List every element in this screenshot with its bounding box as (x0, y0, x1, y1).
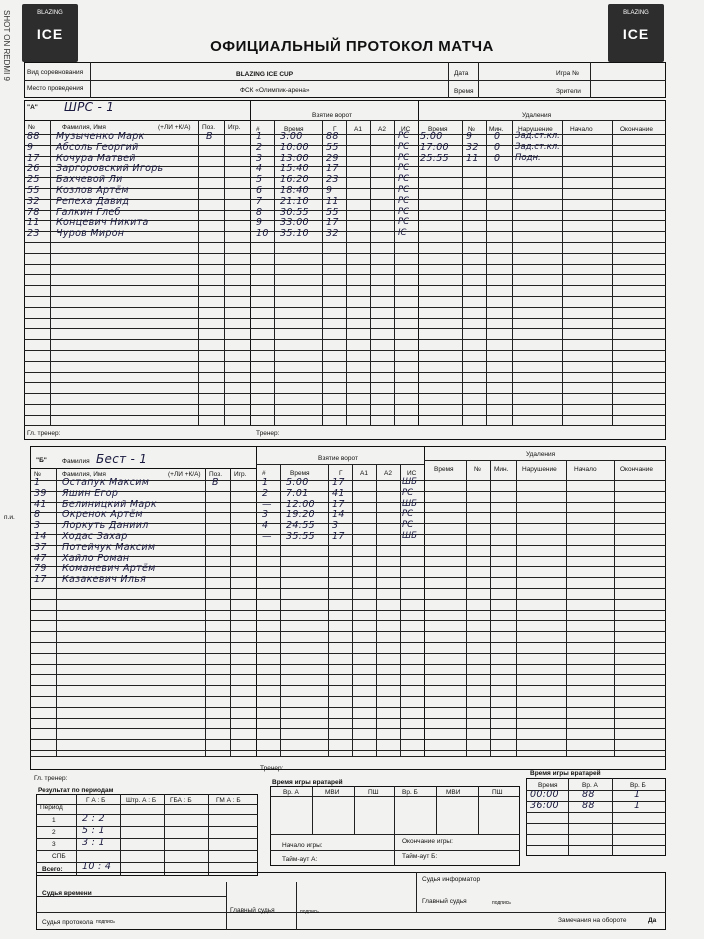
team-a-name: ШРС - 1 (64, 100, 115, 114)
team-b-grid-line (30, 685, 666, 686)
team-a-player-pos: В (206, 131, 213, 142)
team-b-goal-scorer: 14 (332, 509, 345, 521)
team-b-name: Бест - 1 (96, 452, 148, 466)
team-b-goals-col-time: Время (290, 470, 310, 477)
team-a-grid-line (24, 415, 666, 416)
results-grid-line (36, 826, 258, 827)
team-b-grid-line (30, 642, 666, 643)
team-b-goals-col-is: ИС (407, 470, 417, 477)
team-a-pen-col-min: Мин. (489, 126, 504, 133)
team-a-goal-is: IC (398, 228, 407, 239)
team-a-goal-scorer: 17 (326, 217, 339, 229)
results-total: 10 : 4 (82, 861, 112, 872)
team-b-pen-title: Удаления (526, 451, 556, 458)
team-a-goal-time: 15:40 (280, 163, 309, 175)
gk2-a: 88 (582, 800, 595, 811)
team-b-grid-line (30, 620, 666, 621)
team-b-player-no: 41 (34, 498, 47, 510)
gk2-b: 1 (634, 800, 641, 811)
team-a-goals-col-time: Время (284, 126, 304, 133)
team-b-goal-time: 5:00 (286, 477, 309, 488)
team-a-goal-scorer: 17 (326, 163, 339, 175)
competition-value: BLAZING ICE CUP (236, 71, 294, 78)
team-b-pen-col-end: Окончание (620, 466, 654, 473)
team-a-pen-no: 9 (466, 131, 473, 142)
team-a-grid-line (24, 372, 666, 373)
team-b-goal-n: — (262, 531, 272, 542)
team-a-pen-no: 11 (466, 152, 479, 164)
team-b-player-name: Яшин Егор (62, 487, 119, 499)
team-b-player-name: Остапук Максим (62, 477, 150, 488)
team-b-grid-line (30, 707, 666, 708)
team-a-goal-n: 4 (256, 163, 263, 175)
team-b-pen-col-inf: Нарушение (522, 466, 557, 473)
team-a-goal-n: 10 (256, 228, 269, 240)
team-b-player-no: 79 (34, 563, 47, 575)
logo-left: BLAZING ICE (22, 4, 78, 62)
team-b-player-no: 3 (34, 520, 41, 532)
team-a-col-games: Игр. (228, 124, 241, 131)
team-b-goal-n: 1 (262, 477, 269, 488)
team-a-goal-scorer: 55 (326, 141, 339, 153)
gk-col-psh-b: ПШ (492, 789, 503, 796)
team-a-goal-scorer: 11 (326, 195, 339, 207)
team-b-grid-line (30, 599, 666, 600)
gk2-col-b: Вр. Б (630, 782, 646, 789)
team-a-goal-is: PC (398, 131, 410, 141)
team-b-pen-col-time: Время (434, 466, 454, 473)
team-a-grid-line (24, 264, 666, 265)
official-protocol: Судья протокола (42, 919, 94, 926)
official-signature-1: подпись (96, 919, 115, 925)
team-a-player-no: 32 (27, 195, 40, 207)
competition-label: Вид соревнования (27, 69, 84, 76)
team-a-grid-line (24, 361, 666, 362)
team-b-player-name: Казакевич Илья (62, 574, 147, 586)
team-b-goals-col-n: # (262, 470, 266, 477)
team-a-pen-inf: Зад.ст.кл. (515, 141, 560, 152)
team-a-player-name: Кочура Матвей (56, 152, 136, 164)
team-b-goals-col-g: Г (339, 470, 343, 477)
team-b-coach-label: Гл. тренер: (34, 775, 68, 782)
team-b-grid-line (30, 664, 666, 665)
team-a-player-no: 17 (27, 152, 40, 164)
team-b-side-note: п.и. (4, 514, 15, 521)
team-b-goal-n: 3 (262, 509, 269, 521)
team-a-pen-no: 32 (466, 141, 479, 153)
team-a-goals-col-g: Г (333, 126, 337, 133)
team-a-goal-n: 5 (256, 174, 263, 186)
team-b-grid-line (30, 728, 666, 729)
gk2-grid-line (526, 845, 666, 846)
team-b-player-no: 47 (34, 552, 47, 564)
team-a-goal-n: 1 (256, 131, 263, 142)
gk2-grid-line (526, 834, 666, 835)
gk2-col-time: Время (538, 782, 558, 789)
team-a-goal-time: 18:40 (280, 185, 309, 196)
team-a-player-name: Абсоль Георгий (56, 141, 139, 153)
team-b-grid-line (30, 718, 666, 719)
team-a-goal-scorer: 88 (326, 131, 339, 142)
team-a-goal-time: 21:10 (280, 195, 309, 207)
team-a-player-no: 88 (27, 131, 40, 142)
team-a-col-name: Фамилия, Имя (62, 124, 106, 131)
gk-timeout-b: Тайм-аут Б: (402, 853, 438, 860)
remarks-label: Замечания на обороте (558, 917, 627, 924)
results-grid-line (36, 814, 258, 815)
team-a-marker: "А" (27, 104, 38, 111)
team-b-goal-scorer: 17 (332, 477, 345, 488)
remarks-yes: Да (648, 917, 657, 924)
team-b-goal-n: 2 (262, 487, 269, 499)
team-a-pen-time: 25:55 (420, 152, 449, 164)
team-b-player-no: 1 (34, 477, 41, 488)
team-a-grid-line (24, 253, 666, 254)
team-a-grid-line (24, 350, 666, 351)
gk2-col-a: Вр. А (582, 782, 598, 789)
team-a-player-name: Заргоровский Игорь (56, 163, 164, 175)
gk-timeout-a: Тайм-аут А: (282, 856, 318, 863)
team-a-player-no: 23 (27, 228, 40, 240)
team-a-pen-inf: Зад.ст.кл. (515, 131, 560, 141)
team-a-pen-min: 0 (494, 152, 501, 164)
team-a-goal-time: 16:20 (280, 174, 309, 186)
gk2-time: 00:00 (530, 789, 559, 800)
team-b-goal-time: 12:00 (286, 498, 315, 510)
team-b-player-no: 39 (34, 487, 47, 499)
spectators-label: Зрители (556, 88, 581, 95)
official-chief-2: Главный судья (422, 898, 467, 905)
team-b-goal-time: 19:20 (286, 509, 315, 521)
team-a-goal-is: PC (398, 174, 410, 185)
team-a-pen-col-time: Время (428, 126, 448, 133)
gk-col-a: Вр. А (283, 789, 299, 796)
team-b-grid-line (30, 491, 666, 492)
team-b-goal-scorer: 17 (332, 498, 345, 510)
gk-time2-title: Время игры вратарей (530, 770, 601, 777)
gk-time-title: Время игры вратарей (272, 779, 343, 786)
team-b-player-name: Хайло Роман (62, 552, 130, 564)
team-a-goal-time: 13:00 (280, 152, 309, 164)
game-no-label: Игра № (556, 70, 580, 77)
team-a-grid-line (24, 285, 666, 286)
results-table (36, 794, 258, 876)
team-a-player-no: 55 (27, 185, 40, 196)
gk-start-label: Начало игры: (282, 842, 323, 849)
results-score: 2 : 2 (82, 813, 105, 824)
time-label: Время (454, 88, 474, 95)
team-b-goals-title: Взятие ворот (318, 455, 358, 462)
team-b-marker: "Б" (36, 457, 47, 464)
team-a-goal-scorer: 32 (326, 228, 339, 240)
results-score: 5 : 1 (82, 825, 105, 836)
team-a-col-pos: Поз. (202, 124, 215, 131)
team-b-grid-line (30, 674, 666, 675)
team-a-goal-is: PC (398, 163, 410, 174)
team-b-col-no: № (34, 471, 41, 478)
page-title: ОФИЦИАЛЬНЫЙ ПРОТОКОЛ МАТЧА (210, 38, 494, 55)
gk-col-psh-a: ПШ (368, 789, 379, 796)
team-a-pen-title: Удаления (522, 112, 552, 119)
team-b-grid-line (30, 588, 666, 589)
team-a-player-no: 9 (27, 141, 34, 153)
team-b-player-name: Лоркуть Даниил (62, 520, 149, 532)
team-a-goals-col-n: # (256, 126, 260, 133)
team-a-goal-n: 2 (256, 141, 263, 153)
team-a-grid-line (24, 404, 666, 405)
team-a-player-no: 25 (27, 174, 40, 186)
date-label: Дата (454, 70, 469, 77)
team-b-grid-line (30, 610, 666, 611)
team-b-section (30, 446, 666, 770)
team-b-grid-line (30, 653, 666, 654)
team-b-goal-n: 4 (262, 520, 269, 532)
team-a-pen-col-inf: Нарушение (518, 126, 553, 133)
team-b-player-name: Белиницкий Марк (62, 498, 157, 510)
team-b-player-name: Ходас Захар (62, 531, 128, 542)
team-b-coach2-label: Тренер: (260, 765, 284, 772)
team-a-grid-line (24, 274, 666, 275)
team-a-grid-line (24, 339, 666, 340)
team-a-goal-is: PC (398, 152, 410, 163)
team-b-goal-scorer: 17 (332, 531, 345, 542)
team-a-grid-line (24, 328, 666, 329)
gk-time-table (270, 786, 520, 866)
team-b-goal-is: PC (402, 487, 414, 498)
team-a-goal-is: PC (398, 195, 410, 206)
team-a-grid-line (24, 382, 666, 383)
team-b-col-flags: (+ЛИ +К/А) (168, 471, 201, 478)
team-a-player-no: 26 (27, 163, 40, 175)
gk2-a: 88 (582, 789, 595, 800)
team-b-pen-col-start: Начало (574, 466, 597, 473)
team-b-player-no: 8 (34, 509, 41, 521)
team-a-goal-n: 8 (256, 206, 263, 218)
team-a-grid-line (24, 242, 666, 243)
results-total-label: Всего: (42, 866, 63, 873)
results-period: 1 (52, 817, 56, 824)
team-a-goal-scorer: 29 (326, 152, 339, 164)
team-a-pen-col-end: Окончание (620, 126, 654, 133)
gk-end-label: Окончание игры: (402, 838, 453, 845)
team-a-player-no: 11 (27, 217, 40, 229)
team-b-grid-line (30, 750, 666, 751)
team-a-grid-line (24, 296, 666, 297)
official-chief: Главный судья (230, 907, 275, 914)
team-a-player-name: Чуров Мирон (56, 228, 125, 240)
team-b-goal-is: ШБ (402, 477, 417, 487)
logo-right: BLAZING ICE (608, 4, 664, 62)
team-a-pen-inf: Подн. (515, 152, 541, 163)
team-a-goal-scorer: 55 (326, 206, 339, 218)
team-a-goal-time: 35:10 (280, 228, 309, 240)
gk-col-b: Вр. Б (402, 789, 418, 796)
team-a-goal-scorer: 23 (326, 174, 339, 186)
team-a-grid-line (24, 318, 666, 319)
team-b-player-name: Окренок Артём (62, 509, 143, 521)
team-b-goal-is: ШБ (402, 498, 417, 509)
team-b-col-pos: Поз. (209, 471, 222, 478)
team-b-player-name: Команевич Артём (62, 563, 156, 575)
team-a-goals-col-is: ИС (401, 126, 411, 133)
results-title: Результат по периодам (38, 787, 114, 794)
results-grid-line (36, 850, 258, 851)
team-b-player-pos: В (212, 477, 219, 488)
team-b-grid-line (30, 739, 666, 740)
team-b-grid-line (30, 696, 666, 697)
team-b-goals-col-a2: А2 (384, 470, 392, 477)
team-a-player-name: Бахчевой Ли (56, 174, 123, 186)
team-b-player-name: Потейчук Максим (62, 541, 156, 553)
results-period: 3 (52, 841, 56, 848)
team-b-pen-col-min: Мин. (494, 466, 509, 473)
team-a-col-flags: (+ЛИ +К/А) (158, 124, 191, 131)
team-a-goal-is: PC (398, 217, 410, 228)
team-b-goal-is: ШБ (402, 531, 417, 541)
team-a-player-name: Музыченко Марк (56, 131, 145, 142)
team-b-col-name: Фамилия, Имя (62, 471, 106, 478)
venue-label: Место проведения (27, 85, 84, 92)
team-a-pen-time: 5:00 (420, 131, 443, 142)
team-a-coach-label: Гл. тренер: (27, 430, 61, 437)
team-b-goal-time: 35:55 (286, 531, 315, 542)
team-a-player-name: Репеха Давид (56, 195, 130, 207)
team-b-player-no: 17 (34, 574, 47, 586)
team-a-goal-time: 30:55 (280, 206, 309, 218)
team-a-goals-col-a2: А2 (378, 126, 386, 133)
team-a-goals-title: Взятие ворот (312, 112, 352, 119)
team-b-goal-scorer: 3 (332, 520, 339, 532)
team-b-goal-is: PC (402, 509, 414, 520)
team-a-goal-is: PC (398, 141, 410, 152)
team-a-goal-n: 3 (256, 152, 263, 164)
team-b-goal-time: 24:55 (286, 520, 315, 532)
team-a-goal-time: 33:00 (280, 217, 309, 229)
team-a-coach2-label: Тренер: (256, 430, 280, 437)
team-a-player-name: Козлов Артём (56, 185, 129, 196)
results-col-gm: ГМ А : Б (216, 797, 241, 804)
team-a-goal-n: 7 (256, 195, 263, 207)
gk2-time: 36:00 (530, 800, 559, 811)
team-a-goal-scorer: 9 (326, 185, 333, 196)
results-period: СПБ (52, 853, 66, 860)
official-timekeeper: Судья времени (42, 890, 92, 897)
team-a-goal-n: 9 (256, 217, 263, 229)
gk2-b: 1 (634, 789, 641, 800)
results-col-period: Период (40, 804, 63, 811)
team-b-name-label: Фамилия (62, 458, 90, 465)
results-grid-line (36, 862, 258, 863)
results-period: 2 (52, 829, 56, 836)
team-a-col-no: № (28, 124, 35, 131)
team-a-goal-n: 6 (256, 185, 263, 196)
gk-col-mvi-b: МВИ (446, 789, 461, 796)
venue-value: ФСК «Олимпик-арена» (240, 87, 310, 94)
team-a-grid-line (24, 393, 666, 394)
results-col-goals: Г А : Б (86, 797, 106, 804)
team-b-goal-scorer: 41 (332, 487, 345, 499)
team-a-pen-min: 0 (494, 141, 501, 153)
official-informer: Судья информатор (422, 876, 481, 883)
official-signature-2: подпись (300, 909, 319, 915)
team-b-grid-line (30, 631, 666, 632)
team-a-pen-col-start: Начало (570, 126, 593, 133)
results-col-pen: Штр. А : Б (126, 797, 157, 804)
team-a-pen-col-no: № (468, 126, 475, 133)
team-a-pen-time: 17:00 (420, 141, 449, 153)
official-signature-3: подпись (492, 900, 511, 906)
team-a-goal-time: 3:00 (280, 131, 303, 142)
team-b-goal-time: 7:01 (286, 487, 309, 499)
team-b-col-games: Игр. (234, 471, 247, 478)
gk2-grid-line (526, 812, 666, 813)
results-grid-line (36, 838, 258, 839)
gk2-grid-line (526, 823, 666, 824)
team-a-goal-is: PC (398, 206, 410, 217)
team-b-goal-n: — (262, 498, 272, 510)
team-a-goal-is: PC (398, 185, 410, 195)
results-col-gba: ГБА : Б (170, 797, 192, 804)
team-a-goals-col-a1: А1 (354, 126, 362, 133)
team-b-goals-col-a1: А1 (360, 470, 368, 477)
camera-watermark: SHOT ON REDMI 9 (2, 10, 11, 81)
team-b-goal-is: PC (402, 520, 414, 531)
team-b-player-no: 14 (34, 531, 47, 542)
team-b-player-no: 37 (34, 541, 47, 553)
team-b-pen-col-no: № (474, 466, 481, 473)
team-a-grid-line (24, 307, 666, 308)
results-score: 3 : 1 (82, 837, 105, 848)
gk-col-mvi-a: МВИ (325, 789, 340, 796)
team-a-player-name: Концевич Никита (56, 217, 149, 229)
team-a-player-name: Галкин Глеб (56, 206, 121, 218)
team-a-goal-time: 10:00 (280, 141, 309, 153)
team-a-player-no: 78 (27, 206, 40, 218)
team-a-pen-min: 0 (494, 131, 501, 142)
